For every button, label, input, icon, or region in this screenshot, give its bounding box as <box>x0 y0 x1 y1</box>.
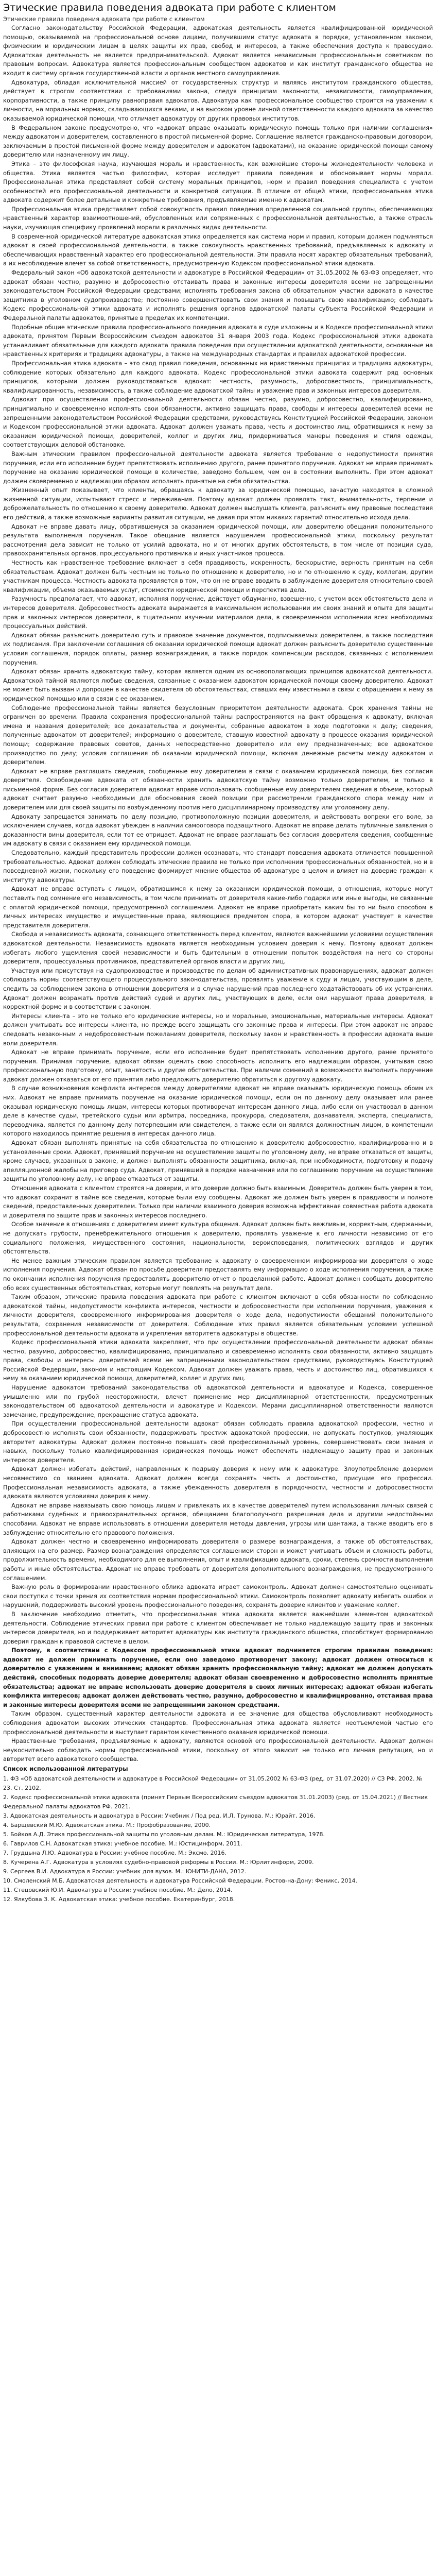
paragraph: Адвокат обязан выполнять принятые на себя обязательства по отношению к доверителю добросовестно, квалифицированно и в установленные сроки. Адвокат, принявший поручение на осуществление защиты по уголовному делу, не вправе отказаться от защиты, кроме случаев, указанных в законе, и должен выполнять обязанности защитника, включая, при необходимости, подготовку и подачу апелляционной жалобы на приговор суда. Адвокат, принявший в порядке назначения или по соглашению поручение на осуществление защиты по уголовному делу, не вправе отказаться от защиты. <box>3 1139 433 1183</box>
paragraph: В современной юридической литературе адвокатская этика определяется как система норм и правил, которым должен подчиняться адвокат в своей профессиональной деятельности, а также совокупность нравственных требований, предъявляемых к адвокату и обеспечивающих нравственный характер его профессиональной деятельности. Эти правила носят характер обязательных требований, а их несоблюдение влечет за собой ответственность, предусмотренную Кодексом профессиональной этики адвоката. <box>3 232 433 267</box>
reference-item: 7. Грудцына Л.Ю. Адвокатура в России: учебное пособие. М.: Эксмо, 2016. <box>3 1850 227 1856</box>
references-heading: Список использованной литературы <box>3 1765 128 1772</box>
page-subtitle: Этические правила поведения адвоката при работе с клиентом <box>3 15 205 23</box>
paragraph: Кодекс профессиональной этики адвоката закрепляет, что при осуществлении профессиональной деятельности адвокат обязан честно, разумно, добросовестно, квалифицированно, принципиально и своевременно исполнять свои обязанности, активно защищать права, свободы и интересы доверителей всеми не запрещенными законодательством средствами, руководствуясь Конституцией Российской Федерации, законом и настоящим Кодексом. Адвокат должен уважать права, честь и достоинство лиц, обратившихся к нему за оказанием юридической помощи, доверителей, коллег и других лиц. <box>3 1338 433 1382</box>
page-title: Этические правила поведения адвоката при работе с клиентом <box>3 2 336 13</box>
paragraph: При осуществлении профессиональной деятельности адвокат обязан соблюдать правила адвокатской профессии, честно и добросовестно исполнять свои обязанности, поддерживать престиж адвокатской профессии, не допускать поступков, умаляющих авторитет адвокатуры. Адвокат должен постоянно повышать свой профессиональный уровень, совершенствовать свои знания и навыки, поскольку только квалифицированная юридическая помощь может обеспечить надлежащую защиту прав и законных интересов доверителя. <box>3 1420 433 1464</box>
reference-item: 2. Кодекс профессиональной этики адвоката (принят Первым Всероссийским съездом адвокатов 31.01.2003) (ред. от 15.04.2021) // Вестник Федеральной палаты адвокатов РФ. 2021. <box>3 1794 428 1810</box>
paragraph: Адвокату запрещается занимать по делу позицию, противоположную позиции доверителя, и действовать вопреки его воле, за исключением случаев, когда адвокат убежден в наличии самооговора подзащитного. Адвокат не вправе делать публичные заявления о доказанности вины доверителя, если тот ее отрицает. Адвокат не вправе разглашать без согласия доверителя сведения, сообщенные им адвокату в связи с оказанием ему юридической помощи. <box>3 812 433 848</box>
article-body <box>3 24 433 1646</box>
paragraph: В заключение необходимо отметить, что профессиональная этика адвоката является важнейшим элементом адвокатской деятельности. Соблюдение этических правил при работе с клиентом обеспечивает не только надлежащую защиту прав и законных интересов доверителя, но и поддерживает авторитет адвокатуры как института гражданского общества, способствует формированию доверия граждан к правовой системе в целом. <box>3 1610 433 1645</box>
paragraph: Жизненный опыт показывает, что клиенты, обращаясь к адвокату за юридической помощью, зачастую находятся в сложной жизненной ситуации, испытывают стресс и переживания. Поэтому адвокат должен проявлять такт, внимательность, терпение и доброжелательность по отношению к своему доверителю. Адвокат должен выслушать клиента, разъяснить ему правовые последствия его действий, а также возможные варианты развития ситуации, не давая при этом никаких гарантий относительно исхода дела. <box>3 486 433 521</box>
paragraph: Согласно законодательству Российской Федерации, адвокатская деятельность является квалифицированной юридической помощью, оказываемой на профессиональной основе лицами, получившими статус адвоката в порядке, установленном законом, физическим и юридическим лицам в целях защиты их прав, свобод и интересов, а также обеспечения доступа к правосудию. Адвокатская деятельность не является предпринимательской. Адвокат является независимым профессиональным советником по правовым вопросам. Адвокатура является профессиональным сообществом адвокатов и как институт гражданского общества не входит в систему органов государственной власти и органов местного самоуправления. <box>3 24 433 77</box>
paragraph: В случае возникновения конфликта интересов между доверителями адвокат не вправе оказывать юридическую помощь обоим из них. Адвокат не вправе принимать поручение на оказание юридической помощи, если он по данному делу оказывает или ранее оказывал юридическую помощь лицам, интересы которых противоречат интересам данного лица, либо если он участвовал в данном деле в качестве судьи, третейского судьи или арбитра, посредника, прокурора, следователя, дознавателя, эксперта, специалиста, переводчика, является по данному делу потерпевшим или свидетелем, а также если он являлся должностным лицом, в компетенции которого находилось принятие решения в интересах данного лица. <box>3 1084 433 1138</box>
paragraph: Адвокат должен честно и своевременно информировать доверителя о размере вознаграждения, а также об обстоятельствах, влияющих на его размер. Размер вознаграждения определяется соглашением сторон и может учитывать объем и сложность работы, продолжительность времени, необходимого для ее выполнения, опыт и квалификацию адвоката, сроки, степень срочности выполнения работы и иные обстоятельства. Адвокат не вправе требовать от доверителя дополнительного вознаграждения, не предусмотренного соглашением. <box>3 1538 433 1582</box>
paragraph: Адвокат обязан разъяснить доверителю суть и правовое значение документов, подписываемых доверителем, а также последствия их подписания. При заключении соглашения об оказании юридической помощи адвокат должен разъяснить доверителю существенные условия соглашения, порядок оплаты, размер вознаграждения, а также порядок компенсации расходов, связанных с исполнением поручения. <box>3 631 433 666</box>
paragraph: Интересы клиента – это не только его юридические интересы, но и моральные, эмоциональные, материальные интересы. Адвокат должен учитывать все интересы клиента, но прежде всего защищать его законные права и интересы. При этом адвокат не вправе следовать незаконным и недобросовестным пожеланиям доверителя, поскольку закон и нравственность в профессии адвоката выше воли доверителя. <box>3 1012 433 1047</box>
reference-item: 11. Стецовский Ю.И. Адвокатура в России: учебное пособие. М.: Дело, 2014. <box>3 1887 233 1893</box>
paragraph: Свобода и независимость адвоката, сознающего ответственность перед клиентом, являются важнейшими условиями осуществления адвокатской деятельности. Независимость адвоката является необходимым условием доверия к нему. Поэтому адвокат должен избегать любого ущемления своей независимости и быть бдительным в отношении попыток воздействия на него со стороны доверителя, процессуальных противников, представителей органов власти и других лиц. <box>3 930 433 965</box>
reference-item: 4. Барщевский М.Ю. Адвокатская этика. М.: Профобразование, 2000. <box>3 1822 211 1828</box>
paragraph: Адвокат должен избегать действий, направленных к подрыву доверия к нему или к адвокатуре. Злоупотребление доверием несовместимо со званием адвоката. Адвокат должен всегда сохранять честь и достоинство, присущие его профессии. Профессиональная независимость адвоката, а также убежденность доверителя в порядочности, честности и добросовестности адвоката являются условиями доверия к нему. <box>3 1465 433 1500</box>
paragraph: Нравственные требования, предъявляемые к адвокату, являются основой его профессиональной деятельности. Адвокат должен неукоснительно соблюдать нормы профессиональной этики, поскольку от этого зависит не только его личная репутация, но и авторитет всего адвокатского сообщества. <box>3 1737 433 1763</box>
article-conclusion <box>3 1709 433 1764</box>
reference-item: 1. ФЗ «Об адвокатской деятельности и адвокатуре в Российской Федерации» от 31.05.2002 № 63-ФЗ (ред. от 31.07.2020) // СЗ РФ. 2002. № 23. Ст. 2102. <box>3 1775 423 1791</box>
paragraph: Профессиональная этика адвоката – это свод правил поведения, основанных на нравственных принципах и традициях адвокатуры, соблюдение которых обязательно для каждого адвоката. Кодекс профессиональной этики адвоката содержит ряд основных принципов, которыми должен руководствоваться адвокат: честность, разумность, добросовестность, принципиальность, квалифицированность, независимость, а также соблюдение адвокатской тайны и уважение прав и законных интересов доверителя. <box>3 359 433 394</box>
paragraph: Честность как нравственное требование включает в себя правдивость, искренность, бескорыстие, верность принятым на себя обязательствам. Адвокат должен быть честным не только по отношению к доверителю, но и по отношению к суду, коллегам, другим участникам процесса. Честность адвоката проявляется в том, что он не вправе вводить в заблуждение доверителя относительно своей квалификации, объема оказываемых услуг, стоимости юридической помощи и перспектив дела. <box>3 559 433 594</box>
reference-item: 10. Смоленский М.Б. Адвокатская деятельность и адвокатура Российской Федерации. Ростов-на-Дону: Феникс, 2014. <box>3 1877 357 1884</box>
paragraph: Подобные общие этические правила профессионального поведения адвоката в суде изложены и в Кодексе профессиональной этики адвоката, принятом Первым Всероссийским съездом адвокатов 31 января 2003 года. Кодекс профессиональной этики адвоката устанавливает обязательные для каждого адвоката правила поведения при осуществлении адвокатской деятельности, основанные на нравственных критериях и традициях адвокатуры, а также на международных стандартах и правилах адвокатской профессии. <box>3 323 433 358</box>
reference-item: 8. Кучерена А.Г. Адвокатура в условиях судебно-правовой реформы в России. М.: Юрлитинформ, 2009. <box>3 1859 314 1866</box>
paragraph: Участвуя или присутствуя на судопроизводстве и производстве по делам об административных правонарушениях, адвокат должен соблюдать нормы соответствующего процессуального законодательства, проявлять уважение к суду и лицам, участвующим в деле, следить за соблюдением закона в отношении доверителя и в случае нарушений прав последнего ходатайствовать об их устранении. Адвокат должен возражать против действий судей и других лиц, участвующих в деле, если они нарушают права доверителя, в корректной форме и в соответствии с законом. <box>3 967 433 1011</box>
paragraph: Не менее важным этическим правилом является требование к адвокату о своевременном информировании доверителя о ходе исполнения поручения. Адвокат обязан по просьбе доверителя предоставлять ему информацию о ходе исполнения поручения, а также по окончании исполнения поручения предоставлять доверителю отчет о проделанной работе. Адвокат должен сообщать доверителю обо всех существенных обстоятельствах, которые могут повлиять на результат дела. <box>3 1257 433 1292</box>
paragraph: Федеральный закон «Об адвокатской деятельности и адвокатуре в Российской Федерации» от 31.05.2002 № 63-ФЗ определяет, что адвокат обязан честно, разумно и добросовестно отстаивать права и законные интересы доверителя всеми не запрещенными законодательством Российской Федерации средствами; исполнять требования закона об обязательном участии адвоката в качестве защитника в уголовном судопроизводстве; постоянно совершенствовать свои знания и повышать свою квалификацию; соблюдать Кодекс профессиональной этики адвоката и исполнять решения органов адвокатской палаты субъекта Российской Федерации и Федеральной палаты адвокатов, принятые в пределах их компетенции. <box>3 269 433 321</box>
paragraph: Отношения адвоката с клиентом строятся на доверии, и это доверие должно быть взаимным. Доверитель должен быть уверен в том, что адвокат сохранит в тайне все сведения, которые были ему сообщены. Адвокат же должен быть уверен в правдивости и полноте сведений, предоставленных доверителем. Только при наличии взаимного доверия возможна эффективная совместная работа адвоката и доверителя по защите прав и законных интересов последнего. <box>3 1184 433 1219</box>
paragraph: Адвокат не вправе принимать поручение, если его исполнение будет препятствовать исполнению другого, ранее принятого поручения. Принимая поручение, адвокат обязан оценить свою способность исполнить его надлежащим образом, учитывая свою профессиональную подготовку, опыт, занятость и другие обстоятельства. При наличии сомнений в возможности выполнить поручение адвокат должен отказаться от его принятия либо предложить доверителю обратиться к другому адвокату. <box>3 1048 433 1083</box>
paragraph: Адвокат при осуществлении профессиональной деятельности обязан честно, разумно, добросовестно, квалифицированно, принципиально и своевременно исполнять свои обязанности, активно защищать права, свободы и интересы доверителей всеми не запрещенными законодательством Российской Федерации средствами, руководствуясь Конституцией Российской Федерации, законом и Кодексом профессиональной этики адвоката. Адвокат должен уважать права, честь и достоинство лиц, обратившихся к нему за оказанием юридической помощи, доверителей, коллег и других лиц, придерживаться манеры поведения и стиля одежды, соответствующих деловой обстановке. <box>3 396 433 449</box>
paragraph: Важную роль в формировании нравственного облика адвоката играет самоконтроль. Адвокат должен самостоятельно оценивать свои поступки с точки зрения их соответствия нормам профессиональной этики. Самоконтроль позволяет адвокату избегать ошибок и нарушений, поддерживать высокий уровень профессионального поведения, сохранять доверие клиентов и уважение коллег. <box>3 1583 433 1609</box>
reference-item: 5. Бойков А.Д. Этика профессиональной защиты по уголовным делам. М.: Юридическая литература, 1978. <box>3 1831 325 1838</box>
reference-item: 6. Гаврилов С.Н. Адвокатская этика: учебное пособие. М.: Юстицинформ, 2011. <box>3 1840 242 1847</box>
paragraph: Адвокат не вправе вступать с лицом, обратившимся к нему за оказанием юридической помощи, в отношения, которые могут поставить под сомнение его независимость, в том числе принимать от доверителя какие-либо подарки или иные выгоды, не связанные с оплатой юридической помощи, предусмотренной соглашением. Адвокат не вправе приобретать каким бы то ни было способом в личных интересах имущество и имущественные права, являющиеся предметом спора, в котором адвокат участвует в качестве представителя доверителя. <box>3 885 433 929</box>
paragraph: Адвокат не вправе разглашать сведения, сообщенные ему доверителем в связи с оказанием юридической помощи, без согласия доверителя. Освобождение адвоката от обязанности хранить адвокатскую тайну возможно только доверителем, и только в письменной форме. Без согласия доверителя адвокат вправе использовать сообщенные ему доверителем сведения в объеме, который адвокат считает разумно необходимым для обоснования своей позиции при рассмотрении гражданского спора между ним и доверителем или для своей защиты по возбужденному против него дисциплинарному производству или уголовному делу. <box>3 767 433 811</box>
paragraph: Следовательно, каждый представитель профессии должен осознавать, что стандарт поведения адвоката отличается повышенной требовательностью. Адвокат должен соблюдать этические правила не только при исполнении профессиональных обязанностей, но и в повседневной жизни, поскольку его поведение формирует мнение общества об адвокатуре в целом и влияет на доверие граждан к институту адвокатуры. <box>3 849 433 884</box>
paragraph: Адвокат не вправе давать лицу, обратившемуся за оказанием юридической помощи, или доверителю обещания положительного результата выполнения поручения. Такое обещание является нарушением профессиональной этики, поскольку результат рассмотрения дела зависит не только от усилий адвоката, но и от многих других обстоятельств, в том числе от позиции суда, правоохранительных органов, процессуального противника и иных участников процесса. <box>3 522 433 557</box>
paragraph: Соблюдение профессиональной тайны является безусловным приоритетом деятельности адвоката. Срок хранения тайны не ограничен во времени. Правила сохранения профессиональной тайны распространяются на факт обращения к адвокату, включая имена и названия доверителей; все доказательства и документы, собранные адвокатом в ходе подготовки к делу; сведения, полученные адвокатом от доверителей; информацию о доверителе, ставшую известной адвокату в процессе оказания юридической помощи; содержание правовых советов, данных непосредственно доверителю или ему предназначенных; все адвокатское производство по делу; условия соглашения об оказании юридической помощи, включая денежные расчеты между адвокатом и доверителем. <box>3 704 433 766</box>
paragraph: Этика – это философская наука, изучающая мораль и нравственность, как важнейшие стороны жизнедеятельности человека и общества. Этика является частью философии, которая исследует правила поведения и обосновывает нормы морали. Профессиональная этика представляет собой систему моральных принципов, норм и правил поведения специалиста с учетом особенностей его профессиональной деятельности и конкретной ситуации. В отличие от общей этики, профессиональная этика адвоката содержит более детальные и конкретные требования, предъявляемые именно к адвокатам. <box>3 160 433 204</box>
paragraph: В Федеральном законе предусмотрено, что «адвокат вправе оказывать юридическую помощь только при наличии соглашения» между адвокатом и доверителем, составленного в простой письменной форме. Соглашение является гражданско-правовым договором, заключаемым в простой письменной форме между доверителем и адвокатом (адвокатами), на оказание юридической помощи самому доверителю или назначенному им лицу. <box>3 124 433 159</box>
paragraph: Особое значение в отношениях с доверителем имеет культура общения. Адвокат должен быть вежливым, корректным, сдержанным, не допускать грубости, пренебрежительного отношения к доверителю, проявлять уважение к его личности независимо от его социального положения, имущественного состояния, национальности, вероисповедания, политических взглядов и других обстоятельств. <box>3 1221 433 1256</box>
reference-item: 9. Сергеев В.И. Адвокатура в России: учебник для вузов. М.: ЮНИТИ-ДАНА, 2012. <box>3 1868 247 1875</box>
paragraph: Адвокатура, обладая исключительной миссией от государственных структур и являясь институтом гражданского общества, действует в строгом соответствии с требованиями закона, следуя принципам законности, независимости, самоуправления, корпоративности, а также принципу равноправия адвокатов. Адвокатура как профессиональное сообщество строится на уважении к личности, на моральных нормах, складывающихся веками, и на высоком уровне личной ответственности каждого адвоката за качество оказываемой юридической помощи, что отличает адвокатуру от других правовых институтов. <box>3 78 433 122</box>
paragraph: Таким образом, существенный характер деятельности адвоката и ее значение для общества обусловливают необходимость соблюдения адвокатом высоких этических стандартов. Профессиональная этика адвоката является неотъемлемой частью его профессиональной деятельности и выступает гарантом качественного оказания юридической помощи. <box>3 1710 433 1736</box>
paragraph: Профессиональная этика представляет собой совокупность правил поведения определенной социальной группы, обеспечивающих нравственный характер взаимоотношений, обусловленных или сопряженных с профессиональной деятельностью, а также отрасль науки, изучающая специфику проявлений морали в различных видах деятельности. <box>3 205 433 231</box>
paragraph: Разумность предполагает, что адвокат, исполняя поручение, действует обдуманно, взвешенно, с учетом всех обстоятельств дела и интересов доверителя. Добросовестность адвоката выражается в максимальном использовании им своих знаний и опыта для защиты прав и законных интересов доверителя, в тщательном изучении материалов дела, в своевременном исполнении всех необходимых процессуальных действий. <box>3 595 433 630</box>
paragraph: Таким образом, этические правила поведения адвоката при работе с клиентом включают в себя обязанности по соблюдению адвокатской тайны, недопустимости конфликта интересов, честности и добросовестности при исполнении поручения, уважения к личности доверителя, своевременного информирования доверителя о ходе дела, недопустимости обещаний положительного результата, сохранения независимости от доверителя. Соблюдение этих правил является обязательным условием успешной профессиональной деятельности адвоката и укрепления авторитета адвокатуры в обществе. <box>3 1293 433 1337</box>
paragraph: Адвокат обязан хранить адвокатскую тайну, которая является одним из основополагающих принципов адвокатской деятельности. Адвокатской тайной являются любые сведения, связанные с оказанием адвокатом юридической помощи своему доверителю. Адвокат не может быть вызван и допрошен в качестве свидетеля об обстоятельствах, ставших ему известными в связи с обращением к нему за юридической помощью или в связи с ее оказанием. <box>3 668 433 702</box>
references-list <box>3 1774 433 1904</box>
paragraph: Нарушение адвокатом требований законодательства об адвокатской деятельности и адвокатуре и Кодекса, совершенное умышленно или по грубой неосторожности, влечет применение мер дисциплинарной ответственности, предусмотренных законодательством об адвокатской деятельности и адвокатуре и Кодексом. Мерами дисциплинарной ответственности являются замечание, предупреждение, прекращение статуса адвоката. <box>3 1384 433 1418</box>
key-rules-paragraph: Поэтому, в соответствии с Кодексом профессиональной этики адвокат подчиняется строгим правилам поведения: адвокат не должен принимать поручение, если оно заведомо противоречит закону; адвокат должен относиться к доверителю с уважением и вниманием; адвокат обязан хранить профессиональную тайну; адвокат не должен допускать действий, способных подорвать доверие доверителя; адвокат обязан своевременно и добросовестно исполнять принятые обязательства; адвокат не вправе использовать доверие доверителя в своих личных интересах; адвокат обязан избегать конфликта интересов; адвокат должен действовать честно, разумно, добросовестно и квалифицированно, отстаивая права и законные интересы доверителя всеми не запрещенными законом средствами. <box>3 1647 433 1708</box>
reference-item: 12. Ялкубова З. К. Адвокатская этика: учебное пособие. Екатеринбург, 2018. <box>3 1896 235 1903</box>
paragraph: Адвокат не вправе навязывать свою помощь лицам и привлекать их в качестве доверителей путем использования личных связей с работниками судебных и правоохранительных органов, обещанием благополучного разрешения дела и другими недостойными способами. Адвокат не вправе использовать в отношении доверителя методы давления, угрозы или шантажа, а также вводить его в заблуждение относительно его правового положения. <box>3 1501 433 1536</box>
reference-item: 3. Адвокатская деятельность и адвокатура в России: Учебник / Под ред. И.Л. Трунова. М.: Юрайт, 2016. <box>3 1812 316 1819</box>
paragraph: Важным этическим правилом профессиональной деятельности адвоката является требование о недопустимости принятия поручения, если его исполнение будет препятствовать исполнению другого, ранее принятого поручения. Адвокат не вправе принимать поручение на оказание юридической помощи в количестве, заведомо большем, чем он в состоянии выполнить. При этом адвокат должен своевременно и надлежащим образом исполнять принятые на себя обязательства. <box>3 450 433 485</box>
